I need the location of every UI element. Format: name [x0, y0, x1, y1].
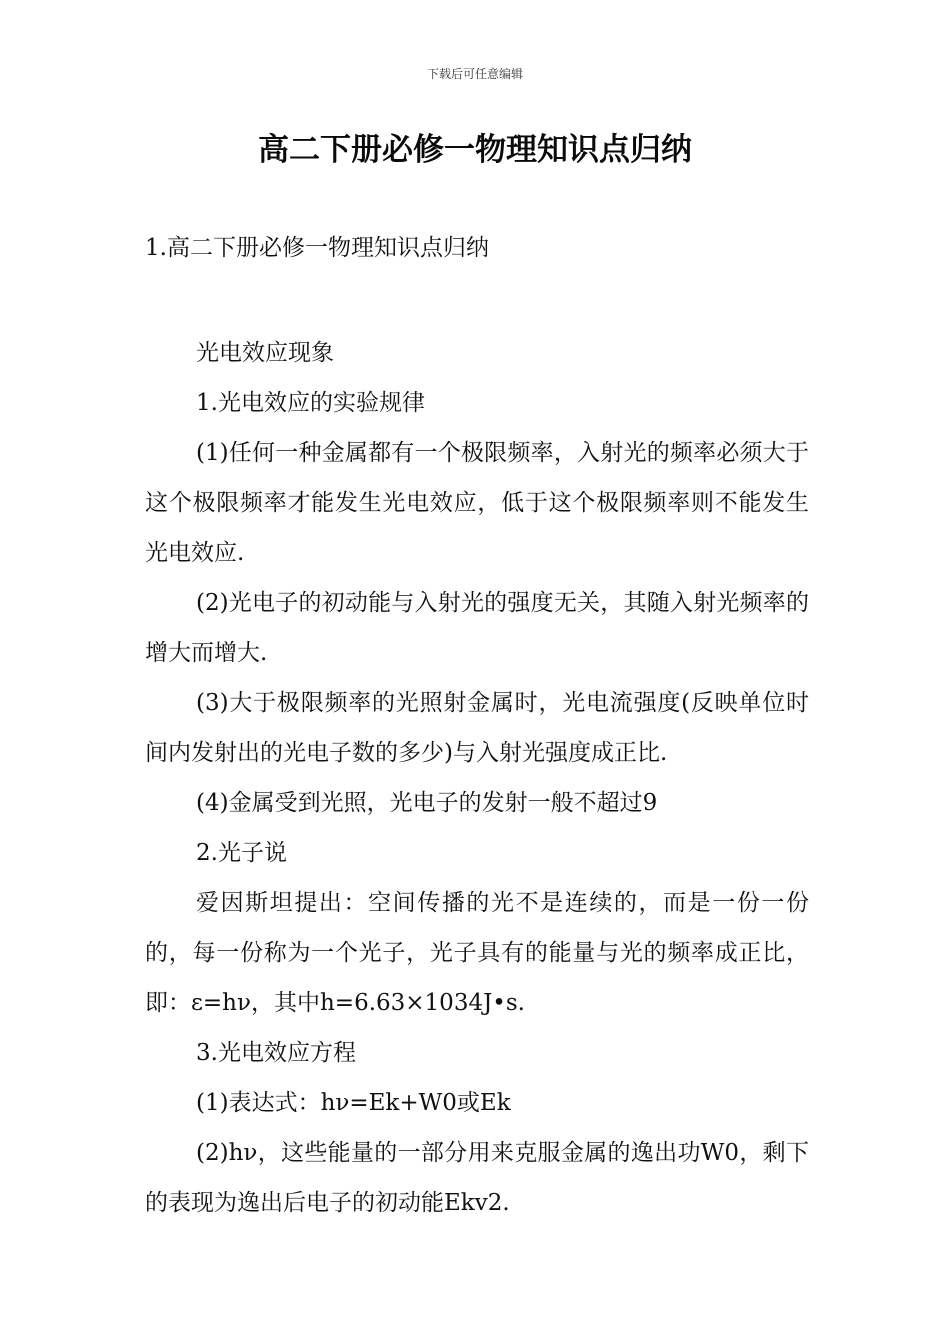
paragraph-rule-3: (3)大于极限频率的光照射金属时，光电流强度(反映单位时间内发射出的光电子数的多少)与入射光强度成正比. [145, 690, 809, 766]
paragraph-rule-1: (1)任何一种金属都有一个极限频率，入射光的频率必须大于这个极限频率才能发生光电效应，低于这个极限频率则不能发生光电效应. [145, 440, 809, 566]
paragraph-subheading: 2.光子说 [196, 840, 287, 866]
section-heading: 1.高二下册必修一物理知识点归纳 [145, 235, 489, 261]
document-body [145, 328, 809, 1228]
header-note: 下载后可任意编辑 [426, 67, 523, 81]
paragraph-topic: 光电效应现象 [196, 340, 334, 366]
paragraph-rule-2: (2)光电子的初动能与入射光的强度无关，其随入射光频率的增大而增大. [145, 590, 809, 666]
paragraph-subheading: 3.光电效应方程 [196, 1040, 356, 1066]
paragraph-rule-4: (4)金属受到光照，光电子的发射一般不超过9 [196, 790, 658, 816]
paragraph-equation: (1)表达式：hν=Ek+W0或Ek [196, 1090, 511, 1116]
paragraph-equation-explanation: (2)hν，这些能量的一部分用来克服金属的逸出功W0，剩下的表现为逸出后电子的初动能Ekv2. [145, 1140, 809, 1216]
document-title: 高二下册必修一物理知识点归纳 [258, 132, 692, 168]
paragraph-photon-theory: 爱因斯坦提出：空间传播的光不是连续的，而是一份一份的，每一份称为一个光子，光子具有的能量与光的频率成正比，即：ε=hν，其中h=6.63×1034J•s. [145, 890, 809, 1016]
paragraph-subheading: 1.光电效应的实验规律 [196, 390, 425, 416]
